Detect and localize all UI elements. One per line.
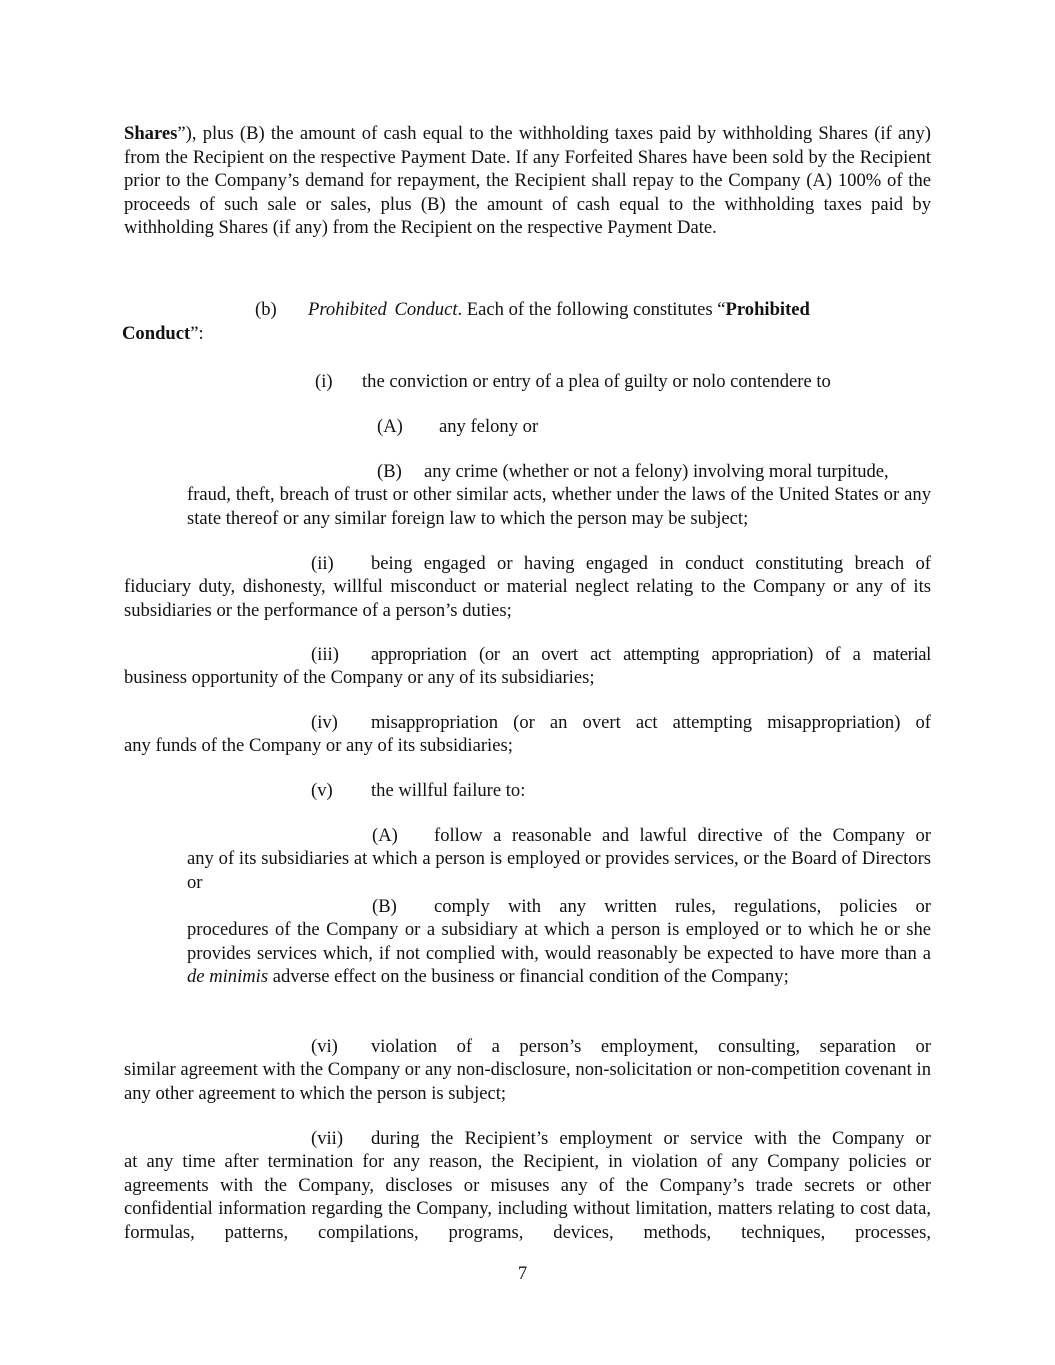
item-vii-first-line (311, 1127, 931, 1151)
defined-term-conduct: Conduct (122, 323, 191, 344)
item-i-marker: (i) (315, 371, 333, 392)
continuation-text: ”), plus (B) the amount of cash equal to the withholding taxes paid by withholding Shares (if any) from the Recipient on the respective Payment Date. If any Forfeited Shares have been sold by the Recipient prior to the Company’s demand for repayment, the Recipient shall repay to the Company (A) 100% of the proceeds of such sale or sales, plus (B) the amount of cash equal to the withholding taxes paid by withholding Shares (if any) from the Recipient on the respective Payment Date. (124, 123, 931, 239)
item-v-marker: (v) (311, 780, 333, 801)
section-b-marker: (b) (255, 299, 277, 320)
item-v-b-first-line (372, 895, 931, 919)
item-v-a-continuation: any of its subsidiaries at which a person is employed or provides services, or the Board of Directors or (187, 848, 931, 893)
item-i-b-first-line: any crime (whether or not a felony) involving moral turpitude, (424, 461, 889, 482)
item-v-b-first-text: comply with any written rules, regulations, policies or (434, 896, 931, 917)
item-vii-continuation: at any time after termination for any reason, the Recipient, in violation of any Company policies or agreements with the Company, discloses or misuses any of the Company’s trade secrets or other confidential information regarding the Company, including without limitation, matters relating to cost data, formulas, patterns, compilations, programs, devices, methods, techniques, processes, (124, 1151, 931, 1243)
item-vi-first-text: violation of a person’s employment, consulting, separation or (371, 1036, 931, 1057)
section-b-intro: . Each of the following constitutes “ (457, 299, 726, 320)
item-v-b-marker: (B) (372, 896, 397, 917)
section-b-heading (255, 298, 895, 322)
item-v-a-marker: (A) (372, 825, 398, 846)
continuation-paragraph (124, 122, 931, 240)
item-vii-marker: (vii) (311, 1128, 344, 1149)
item-ii-first-text: being engaged or having engaged in conduct constituting breach of (371, 553, 931, 574)
item-iv-first-line (311, 711, 931, 735)
section-b-title: Prohibited Conduct (308, 299, 458, 320)
item-iii-continuation: business opportunity of the Company or any of its subsidiaries; (124, 667, 595, 688)
item-iv-first-text: misappropriation (or an overt act attempting misappropriation) of (371, 712, 931, 733)
item-ii-marker: (ii) (311, 553, 334, 574)
item-vi-marker: (vi) (311, 1036, 338, 1057)
item-vi-first-line (311, 1035, 931, 1059)
item-iii-first-text: appropriation (or an overt act attempting appropriation) of a material (371, 644, 931, 665)
item-v-a-first-text: follow a reasonable and lawful directive of the Company or (434, 825, 931, 846)
section-b-heading-line2 (122, 322, 204, 346)
item-v-b-text-after: adverse effect on the business or financial condition of the Company; (268, 966, 789, 988)
item-i-b (377, 460, 931, 484)
item-v-b-italic-term: de minimis (187, 966, 269, 988)
item-v (311, 779, 711, 803)
item-i (315, 370, 915, 394)
item-iii-first-line (311, 643, 931, 667)
item-i-a-text: any felony or (439, 416, 539, 437)
section-b-tail: ”: (190, 323, 204, 344)
item-v-a-first-line (372, 824, 931, 848)
item-iv-marker: (iv) (311, 712, 338, 733)
item-ii-continuation: fiduciary duty, dishonesty, willful misconduct or material neglect relating to the Company or any of its subsidiaries or the performance of a person’s duties; (124, 576, 931, 621)
item-v-b-text-before: procedures of the Company or a subsidiary at which a person is employed or to which he or she provides services which, if not complied with, would reasonably be expected to have more than a (187, 919, 931, 964)
defined-term-shares: Shares (124, 123, 178, 144)
item-ii-first-line (311, 552, 931, 576)
item-i-a-marker: (A) (377, 416, 403, 437)
item-vii-first-text: during the Recipient’s employment or service with the Company or (371, 1128, 931, 1149)
page-number: 7 (517, 1263, 528, 1284)
item-i-b-marker: (B) (377, 461, 402, 482)
item-vi-continuation: similar agreement with the Company or any non-disclosure, non-solicitation or non-competition covenant in any other agreement to which the person is subject; (124, 1059, 931, 1104)
item-i-text: the conviction or entry of a plea of guilty or nolo contendere to (362, 371, 831, 392)
item-i-a (377, 415, 777, 439)
item-iv-continuation: any funds of the Company or any of its subsidiaries; (124, 735, 513, 756)
item-v-b-continuation (187, 918, 931, 989)
item-iii-marker: (iii) (311, 644, 339, 665)
defined-term-prohibited: Prohibited (725, 299, 810, 320)
item-i-b-continuation: fraud, theft, breach of trust or other similar acts, whether under the laws of the United States or any state thereof or any similar foreign law to which the person may be subject; (187, 484, 931, 529)
item-v-text: the willful failure to: (371, 780, 526, 801)
